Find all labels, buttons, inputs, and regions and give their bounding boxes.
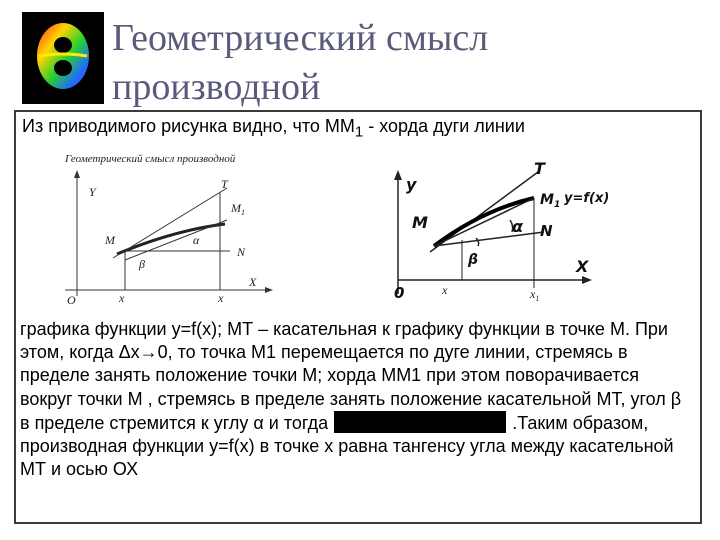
- title-line-1: Геометрический смысл: [112, 17, 489, 59]
- label-T: T: [221, 177, 228, 191]
- body-text: [20, 318, 690, 481]
- curve: [117, 224, 225, 254]
- label-beta: β: [468, 252, 479, 268]
- slide-title: [112, 14, 488, 112]
- label-M1: $M_1$: [231, 201, 245, 217]
- y-axis-arrow: [74, 170, 80, 178]
- figure-left-caption: Геометрический смысл производной: [65, 153, 236, 165]
- title-line-2: производной: [112, 66, 321, 108]
- body-text-part1: графика функции y=f(x); МТ – касательная к графику функции в точке М. При этом, когда Δx→0, то точка М1 перемещается по дуге линии, стремясь в пределе занять положение точки М; хорда ММ1 при этом поворачивается вокруг точки М , стремясь в пределе занять положение касательной МТ, угол β в пределе стремится к углу α и тогда: [20, 319, 682, 433]
- label-X: X: [249, 275, 257, 289]
- label-M: M: [105, 233, 115, 247]
- x-axis-arrow: [265, 287, 273, 293]
- label-N: N: [540, 222, 553, 240]
- beta-arc: [476, 238, 479, 246]
- label-alpha: α: [512, 217, 523, 236]
- label-O: 0: [394, 284, 405, 302]
- body-text-part2: .Таким образом, производная функции y=f(x) в точке x равна тангенсу угла между касательной МТ и осью ОХ: [20, 412, 674, 480]
- label-N: N: [237, 245, 246, 259]
- label-function: y=f(x): [564, 191, 610, 206]
- intro-main: Из приводимого рисунка видно, что ММ: [22, 116, 355, 136]
- label-y: y: [406, 175, 417, 194]
- redacted-formula: [334, 411, 506, 433]
- intro-tail: - хорда дуги линии: [363, 116, 525, 136]
- label-T: T: [534, 160, 545, 178]
- intro-text: [22, 116, 525, 141]
- figure-right: [372, 160, 632, 306]
- label-Y: Y: [89, 185, 96, 199]
- label-x: x: [442, 283, 448, 297]
- label-M1: $M_1$: [540, 192, 561, 210]
- label-x: x: [119, 291, 125, 305]
- label-beta: β: [139, 257, 145, 271]
- tangent-line: [113, 188, 227, 258]
- label-x1: $x_1$: [530, 287, 540, 303]
- figure-left: [55, 148, 290, 308]
- y-axis-arrow: [394, 170, 402, 180]
- label-M: M: [412, 213, 428, 232]
- label-x1: x: [218, 291, 224, 305]
- torus-logo: [22, 12, 104, 104]
- label-X: X: [576, 257, 589, 276]
- label-O: O: [67, 293, 76, 307]
- slide-header: [0, 0, 720, 108]
- x-axis-arrow: [582, 276, 592, 284]
- intro-subscript: 1: [354, 123, 364, 141]
- chord-line: [125, 220, 227, 260]
- label-alpha: α: [193, 233, 200, 247]
